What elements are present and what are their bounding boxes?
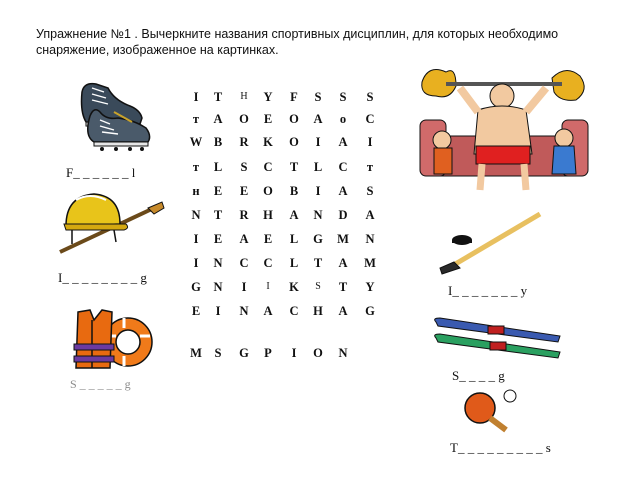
grid-letter[interactable]: O [263, 184, 273, 198]
hint-hockey: I_ _ _ _ _ _ _ y [448, 283, 528, 298]
hockey-stick-icon [436, 210, 546, 276]
grid-letter[interactable]: K [289, 280, 299, 294]
hint-football: F_ _ _ _ _ _ l [66, 165, 136, 180]
grid-letter[interactable]: T [289, 160, 299, 174]
grid-letter[interactable]: A [365, 208, 375, 222]
grid-letter[interactable]: L [313, 160, 323, 174]
hint-icehockey: I_ _ _ _ _ _ _ _ g [58, 270, 147, 285]
grid-letter[interactable]: G [239, 346, 249, 360]
grid-letter[interactable]: H [263, 208, 273, 222]
grid-letter[interactable]: A [239, 232, 249, 246]
grid-letter[interactable]: R [239, 208, 249, 222]
hint-skiing: S_ _ _ _ g [452, 368, 505, 383]
grid-letter[interactable]: S [366, 184, 374, 198]
grid-letter[interactable]: I [315, 135, 321, 149]
grid-letter[interactable]: T [338, 280, 348, 294]
grid-letter[interactable]: L [289, 256, 299, 270]
grid-letter[interactable]: S [214, 346, 222, 360]
grid-letter[interactable]: N [191, 208, 201, 222]
grid-letter[interactable]: T [213, 90, 223, 104]
grid-letter[interactable]: T [313, 256, 323, 270]
grid-letter[interactable]: G [313, 232, 323, 246]
grid-letter[interactable]: E [191, 304, 201, 318]
grid-letter[interactable]: S [339, 90, 347, 104]
grid-letter[interactable]: I [215, 304, 221, 318]
skis-icon [432, 312, 564, 362]
grid-letter[interactable]: I [241, 280, 247, 294]
grid-letter[interactable]: L [289, 232, 299, 246]
grid-letter[interactable]: I [367, 135, 373, 149]
grid-letter[interactable]: Y [263, 90, 273, 104]
grid-letter[interactable]: н [192, 184, 200, 198]
life-vest-icon [66, 306, 158, 376]
grid-letter[interactable]: M [337, 232, 349, 246]
weightlifter-icon [416, 62, 592, 194]
grid-letter[interactable]: A [263, 304, 273, 318]
grid-letter[interactable]: E [213, 232, 223, 246]
grid-letter[interactable]: H [313, 304, 323, 318]
grid-letter[interactable]: I [193, 90, 199, 104]
grid-letter[interactable]: H [240, 91, 248, 102]
grid-letter[interactable]: A [289, 208, 299, 222]
grid-letter[interactable]: Y [365, 280, 375, 294]
grid-letter[interactable]: E [263, 232, 273, 246]
grid-letter[interactable]: W [189, 135, 203, 149]
grid-letter[interactable]: G [365, 304, 375, 318]
grid-letter[interactable]: A [313, 112, 323, 126]
grid-letter[interactable]: C [365, 112, 375, 126]
grid-letter[interactable]: C [289, 304, 299, 318]
grid-letter[interactable]: N [239, 304, 249, 318]
hint-tennis: T_ _ _ _ _ _ _ _ _ s [450, 440, 551, 455]
grid-letter[interactable]: C [263, 256, 273, 270]
grid-letter[interactable]: P [264, 346, 272, 360]
grid-letter[interactable]: E [213, 184, 223, 198]
boots-icon [74, 76, 158, 156]
exercise-title: Упражнение №1 . Вычеркните названия спортивных дисциплин, для которых необходимо снаряжение, изображенное на картинках. [36, 27, 559, 57]
grid-letter[interactable]: S [366, 90, 374, 104]
grid-letter[interactable]: K [263, 135, 273, 149]
grid-letter[interactable]: C [338, 160, 348, 174]
grid-letter[interactable]: C [239, 256, 249, 270]
grid-letter[interactable]: I [193, 256, 199, 270]
grid-letter[interactable]: C [263, 160, 273, 174]
grid-letter[interactable]: I [315, 184, 321, 198]
grid-letter[interactable]: т [192, 112, 200, 126]
grid-letter[interactable]: F [290, 90, 298, 104]
grid-letter[interactable]: B [289, 184, 299, 198]
grid-letter[interactable]: T [213, 208, 223, 222]
grid-letter[interactable]: т [192, 160, 200, 174]
grid-letter[interactable]: G [191, 280, 201, 294]
grid-letter[interactable]: A [338, 135, 348, 149]
grid-letter[interactable]: D [338, 208, 348, 222]
grid-letter[interactable]: o [339, 112, 347, 126]
grid-letter[interactable]: A [213, 112, 223, 126]
grid-letter[interactable]: A [338, 256, 348, 270]
grid-letter[interactable]: A [338, 184, 348, 198]
grid-letter[interactable]: R [239, 135, 249, 149]
grid-letter[interactable]: M [190, 346, 202, 360]
grid-letter[interactable]: L [213, 160, 223, 174]
grid-letter[interactable]: O [289, 112, 299, 126]
grid-letter[interactable]: т [366, 160, 374, 174]
ping-pong-icon [456, 386, 526, 434]
grid-letter[interactable]: S [314, 90, 322, 104]
grid-letter[interactable]: I [291, 346, 297, 360]
grid-letter[interactable]: M [364, 256, 376, 270]
hint-swimming: S _ _ _ _ _ g [70, 377, 131, 391]
grid-letter[interactable]: B [213, 135, 223, 149]
grid-letter[interactable]: N [338, 346, 348, 360]
grid-letter[interactable]: N [313, 208, 323, 222]
grid-letter[interactable]: O [289, 135, 299, 149]
grid-letter[interactable]: N [213, 256, 223, 270]
grid-letter[interactable]: I [193, 232, 199, 246]
grid-letter[interactable]: E [239, 184, 249, 198]
grid-letter[interactable]: O [239, 112, 249, 126]
grid-letter[interactable]: O [313, 346, 323, 360]
helmet-stick-icon [54, 186, 166, 258]
grid-letter[interactable]: N [213, 280, 223, 294]
grid-letter[interactable]: N [365, 232, 375, 246]
grid-letter[interactable]: I [266, 281, 270, 292]
grid-letter[interactable]: A [338, 304, 348, 318]
grid-letter[interactable]: E [263, 112, 273, 126]
grid-letter[interactable]: S [315, 281, 321, 292]
grid-letter[interactable]: S [240, 160, 248, 174]
